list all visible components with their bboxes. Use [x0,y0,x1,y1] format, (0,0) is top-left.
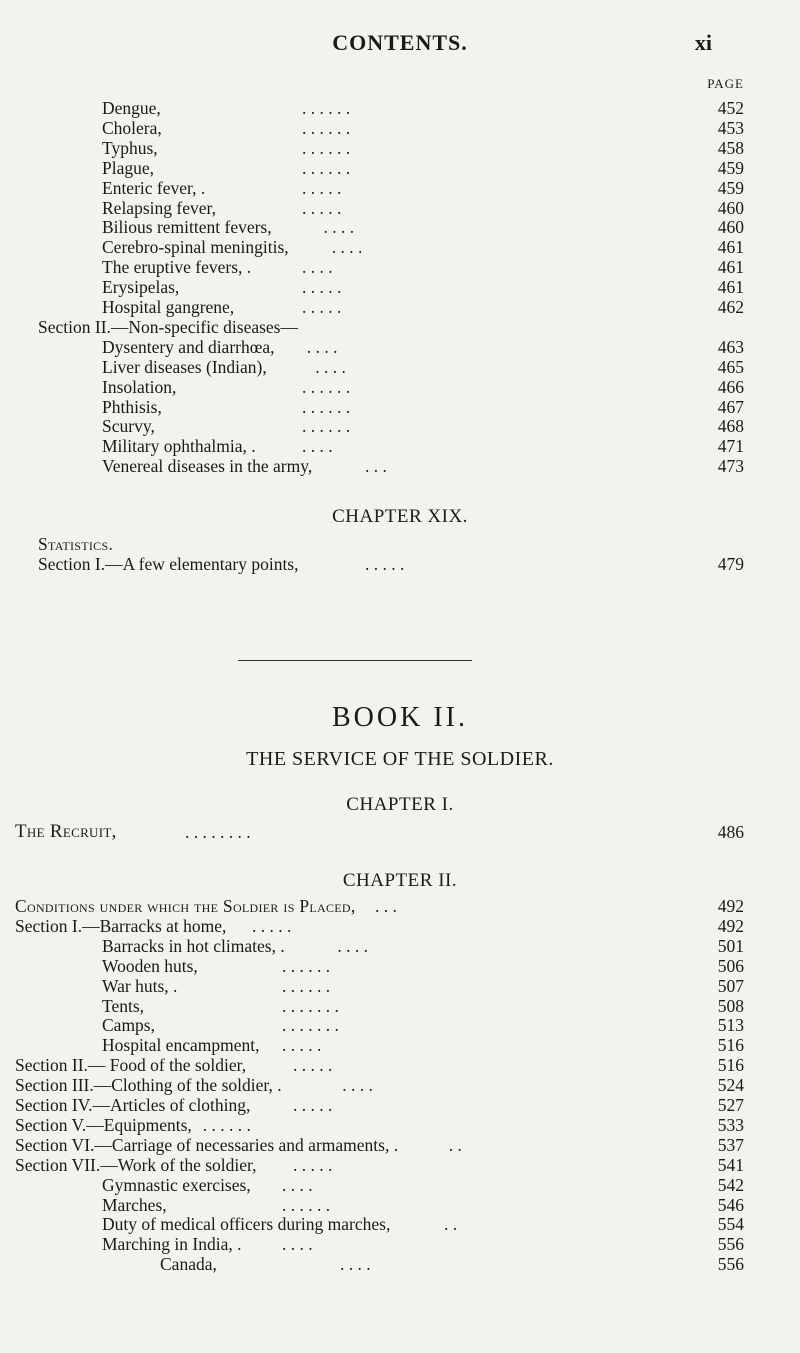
entry-leader-dots: . . . . . [365,554,405,574]
toc-entry [102,158,744,178]
entry-leader-dots: . . . . [340,1254,371,1275]
entry-leader-dots: . . . . . [302,197,342,218]
toc-entry [102,1195,744,1215]
entry-label: Insolation, [102,376,177,397]
entry-leader-dots: . . . . . . [282,975,331,996]
entry-page: 462 [717,297,744,317]
entry-page: 479 [717,554,744,574]
entry-page: 554 [717,1214,744,1235]
entry-leader-dots: . . . . [306,336,338,357]
entry-label: Bilious remittent fevers, [102,217,272,238]
entry-page: 527 [717,1095,744,1115]
entry-page: 516 [717,1055,744,1076]
entry-leader-dots: . . . . . [302,277,342,298]
toc-entry [102,377,744,397]
toc-entry [102,357,744,377]
toc-entry [15,1115,744,1135]
toc-entry [15,1155,744,1175]
toc-entry [102,976,744,996]
entry-page: 466 [717,376,744,397]
entry-label: Tents, [102,995,145,1016]
entry-leader-dots: . . . . . [293,1154,333,1175]
entry-leader-dots: . . . . . [293,1095,333,1115]
toc-entry [102,456,744,476]
entry-label: Dysentery and diarrhœa, [102,336,275,357]
entry-leader-dots: . . . . . . [282,1194,331,1215]
entry-leader-dots: . . . . . [252,915,292,936]
entry-page: 459 [717,157,744,178]
entry-page: 486 [717,822,744,842]
chapter-ii-heading: CHAPTER II. [342,870,458,891]
entry-page: 537 [717,1134,744,1155]
toc-entry [102,337,744,357]
entry-page: 467 [717,396,744,417]
toc-entry [38,317,744,337]
entry-label: Duty of medical officers during marches, [102,1214,391,1235]
toc-entry [15,822,744,842]
entry-label: Venereal diseases in the army, [102,456,313,477]
entry-leader-dots: . . . . [302,436,333,457]
entry-leader-dots: . . [444,1214,458,1235]
entry-label: Marches, [102,1194,167,1215]
entry-leader-dots: . . . . . . . . [185,822,251,842]
toc-entry [15,1135,744,1155]
toc-entry [102,198,744,218]
toc-entry [15,1055,744,1075]
entry-page: 459 [717,177,744,198]
entry-leader-dots: . . . . [315,356,346,377]
entry-label: Section I.—A few elementary points, [38,554,299,574]
toc-entry [15,916,744,936]
entry-label: Conditions under which the Soldier is Placed, [15,896,356,916]
toc-entry [38,554,744,574]
entry-label: Typhus, [102,137,158,158]
toc-entry [102,277,744,297]
section-divider-rule [238,660,472,661]
entry-label: Relapsing fever, [102,197,216,218]
entry-label: Hospital gangrene, [102,297,235,317]
entry-leader-dots: . . . . [302,257,333,278]
entry-page: 458 [717,137,744,158]
toc-entry [102,98,744,118]
entry-page: 461 [717,257,744,278]
entry-page: 452 [717,98,744,118]
entry-label: Erysipelas, [102,277,180,298]
entry-label: Gymnastic exercises, [102,1174,251,1195]
entry-page: 460 [717,217,744,238]
entry-label: Section V.—Equipments, [15,1114,192,1135]
chapter-i-heading: CHAPTER I. [346,794,454,815]
entry-page: 506 [717,955,744,976]
entry-label: Section II.— Food of the soldier, [15,1055,247,1076]
entry-leader-dots: . . . . . [302,177,342,198]
toc-entry [102,138,744,158]
toc-entry [102,297,744,317]
entry-leader-dots: . . . . . . . [282,1015,339,1036]
entry-page: 463 [717,336,744,357]
entry-label: Wooden huts, [102,955,198,976]
entry-label: War huts, . [102,975,178,996]
entry-leader-dots: . . . [365,456,387,477]
entry-label: Marching in India, . [102,1234,242,1255]
entry-label: Phthisis, [102,396,162,417]
toc-entry [15,896,744,916]
entry-label: Scurvy, [102,416,155,437]
entry-page: 513 [717,1015,744,1036]
entry-leader-dots: . . . [375,896,397,916]
toc-entry [15,1075,744,1095]
entry-leader-dots: . . . . . [302,297,342,317]
toc-entry [102,936,744,956]
page-column-label: PAGE [707,76,744,91]
entry-leader-dots: . . . . . . [302,157,351,178]
entry-leader-dots: . . . . . [282,1035,322,1056]
toc-entry [102,996,744,1016]
entry-leader-dots: . . . . . . [202,1114,251,1135]
entry-label: Section I.—Barracks at home, [15,915,227,936]
toc-entry [102,1175,744,1195]
entry-label: Section III.—Clothing of the soldier, . [15,1075,282,1096]
entry-label: Hospital encampment, [102,1035,260,1056]
entry-label: Liver diseases (Indian), [102,356,267,377]
running-head-title: CONTENTS. [332,30,468,55]
entry-page: 461 [717,277,744,298]
subject-label: Statistics. [38,534,114,554]
entry-page: 473 [717,456,744,477]
running-head [0,30,800,56]
entry-page: 556 [717,1254,744,1275]
toc-entry [102,436,744,456]
toc-entry [102,257,744,277]
entry-page: 546 [717,1194,744,1215]
entry-label: Camps, [102,1015,155,1036]
toc-entry [102,118,744,138]
entry-leader-dots: . . . . [342,1075,373,1096]
toc-entry [15,1095,744,1115]
entry-leader-dots: . . . . [282,1234,313,1255]
entry-page: 508 [717,995,744,1016]
entry-page: 533 [717,1114,744,1135]
entry-label: Section VII.—Work of the soldier, [15,1154,257,1175]
chapter-xix-subject [38,534,744,554]
entry-leader-dots: . . . . . . . [282,995,339,1016]
entry-page: 471 [717,436,744,457]
entry-leader-dots: . . . . . . [302,117,351,138]
entry-page: 492 [717,896,744,916]
entry-leader-dots: . . . . . [293,1055,333,1076]
entry-leader-dots: . . . . . . [282,955,331,976]
entry-label: Enteric fever, . [102,177,206,198]
entry-page: 524 [717,1075,744,1096]
book-subtitle: THE SERVICE OF THE SOLDIER. [246,748,554,770]
entry-page: 453 [717,117,744,138]
entry-label: Dengue, [102,98,161,118]
entry-page: 542 [717,1174,744,1195]
entry-label: Barracks in hot climates, . [102,935,285,956]
toc-entry [102,416,744,436]
entry-label: Cholera, [102,117,162,138]
toc-entry [102,178,744,198]
entry-page: 460 [717,197,744,218]
entry-page: 556 [717,1234,744,1255]
toc-entry [102,1214,744,1234]
entry-page: 465 [717,356,744,377]
entry-label: The Recruit, [15,821,117,842]
entry-leader-dots: . . . . . . [302,376,351,397]
entry-leader-dots: . . . . [331,237,363,258]
entry-page: 507 [717,975,744,996]
running-head-page-number: xi [694,30,712,55]
entry-page: 492 [717,915,744,936]
entry-label: Section II.—Non-specific diseases— [38,316,298,337]
toc-entry [160,1254,744,1274]
entry-page: 516 [717,1035,744,1056]
toc-entry [102,1035,744,1055]
entry-leader-dots: . . . . . . [302,137,351,158]
entry-label: Cerebro-spinal meningitis, [102,237,289,258]
entry-page: 541 [717,1154,744,1175]
entry-label: Plague, [102,157,155,178]
chapter-xix-heading: CHAPTER XIX. [332,506,468,527]
toc-entry [102,217,744,237]
entry-label: Canada, [160,1254,217,1275]
toc-entry [102,956,744,976]
entry-leader-dots: . . . . . . [302,416,351,437]
entry-label: The eruptive fevers, . [102,257,252,278]
entry-label: Section VI.—Carriage of necessaries and armaments, . [15,1134,399,1155]
entry-label: Section IV.—Articles of clothing, [15,1095,251,1115]
entry-label: Military ophthalmia, . [102,436,256,457]
toc-entry [102,237,744,257]
toc-entry [102,397,744,417]
toc-entry [102,1015,744,1035]
entry-leader-dots: . . . . [337,935,369,956]
book-title: BOOK II. [332,702,468,733]
entry-leader-dots: . . . . . . [302,98,351,118]
entry-leader-dots: . . [448,1134,462,1155]
entry-leader-dots: . . . . . . [302,396,351,417]
entry-leader-dots: . . . . [282,1174,313,1195]
entry-page: 468 [717,416,744,437]
toc-entry [102,1234,744,1254]
entry-leader-dots: . . . . [323,217,355,238]
entry-page: 461 [717,237,744,258]
entry-page: 501 [717,935,744,956]
